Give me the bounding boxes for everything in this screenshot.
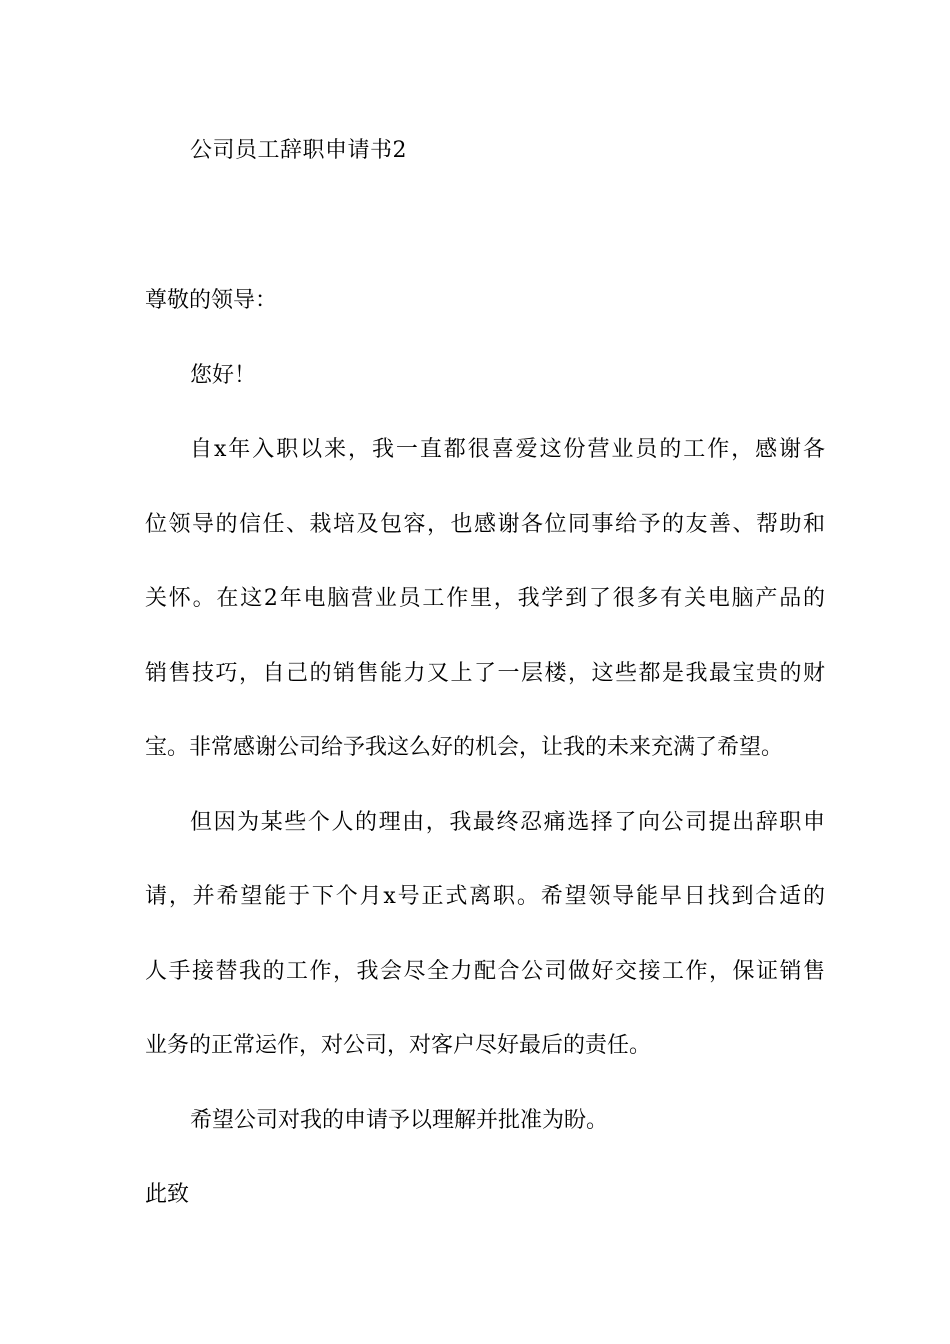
paragraph-line: 关怀。在这2年电脑营业员工作里，我学到了很多有关电脑产品的 bbox=[145, 586, 825, 611]
closing: 此致 bbox=[145, 1182, 190, 1207]
paragraph-line: 宝。非常感谢公司给予我这么好的机会，让我的未来充满了希望。 bbox=[145, 735, 784, 760]
document-title: 公司员工辞职申请书2 bbox=[190, 138, 407, 163]
salutation: 尊敬的领导： bbox=[145, 288, 278, 313]
greeting: 您好！ bbox=[190, 363, 257, 388]
paragraph-line: 希望公司对我的申请予以理解并批准为盼。 bbox=[190, 1108, 609, 1133]
paragraph-line: 业务的正常运作，对公司，对客户尽好最后的责任。 bbox=[145, 1033, 652, 1058]
paragraph-line: 请，并希望能于下个月x号正式离职。希望领导能早日找到合适的 bbox=[145, 884, 825, 909]
paragraph-line: 但因为某些个人的理由，我最终忍痛选择了向公司提出辞职申 bbox=[190, 810, 825, 835]
paragraph-line: 自x年入职以来，我一直都很喜爱这份营业员的工作，感谢各 bbox=[190, 437, 825, 462]
paragraph-line: 销售技巧，自己的销售能力又上了一层楼，这些都是我最宝贵的财 bbox=[145, 661, 825, 686]
paragraph-line: 位领导的信任、栽培及包容，也感谢各位同事给予的友善、帮助和 bbox=[145, 512, 825, 537]
paragraph-line: 人手接替我的工作，我会尽全力配合公司做好交接工作，保证销售 bbox=[145, 959, 825, 984]
